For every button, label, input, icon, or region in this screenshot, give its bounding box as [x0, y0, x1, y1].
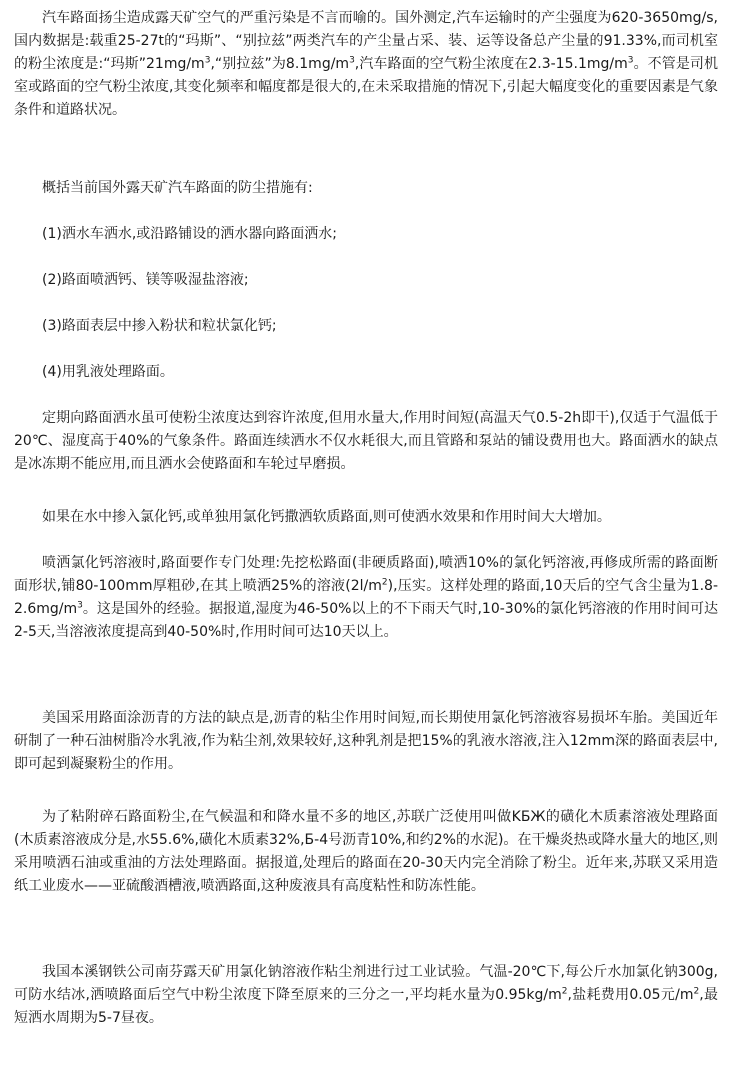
- list-item-2: (2)路面喷洒钙、镁等吸湿盐溶液;: [42, 272, 249, 288]
- paragraph-spraying-solution: [14, 552, 718, 644]
- list-item-4: (4)用乳液处理路面。: [42, 364, 174, 380]
- text-run: 汽车路面扬尘造成露天矿空气的严重污染是不言而喻的。国外测定,汽车运输时的产尘强度为620-3650mg/s,国内数据是:载重25-27t的“玛斯”、“别拉兹”两类汽车的产尘量占采、装、运等设备总产尘量的91.33%,而司机室的粉尘浓度是:“玛斯”21mg/m: [14, 10, 718, 72]
- text-run: ,汽车路面的空气粉尘浓度在2.3-15.1mg/m: [354, 56, 628, 72]
- paragraph-nanfen-trial: [14, 961, 718, 1030]
- text-run: ),压实。这样处理的路面,10天后的空气含尘量为1.8-2.6mg/m: [14, 578, 718, 617]
- text-run: ,“别拉兹”为8.1mg/m: [210, 56, 350, 72]
- paragraph-usa-asphalt: 美国采用路面涂沥青的方法的缺点是,沥青的粘尘作用时间短,而长期使用氯化钙溶液容易损坏车胎。美国近年研制了一种石油树脂冷水乳液,作为粘尘剂,效果较好,这种乳剂是把15%的乳液水溶液,注入12mm深的路面表层中,即可起到凝聚粉尘的作用。: [14, 710, 718, 772]
- paragraph-measures-intro: 概括当前国外露天矿汽车路面的防尘措施有:: [42, 180, 313, 196]
- superscript: 2: [693, 986, 700, 997]
- text-run: ,最短洒水周期为5-7昼夜。: [14, 987, 718, 1026]
- paragraph-ussr-lignin: 为了粘附碎石路面粉尘,在气候温和和降水量不多的地区,苏联广泛使用叫做KБЖ的磺化木质素溶液处理路面(木质素溶液成分是,水55.6%,磺化木质素32%,Б-4号沥青10%,和约2%的水泥)。在干燥炎热或降水量大的地区,则采用喷洒石油或重油的方法处理路面。据报道,处理后的路面在20-30天内完全消除了粉尘。近年来,苏联又采用造纸工业废水——亚硫酸酒槽液,喷洒路面,这种废液具有高度粘性和防冻性能。: [14, 809, 718, 894]
- superscript: 3: [77, 600, 83, 611]
- list-item-3: (3)路面表层中掺入粉状和粒状氯化钙;: [42, 318, 277, 334]
- text-run: 喷洒氯化钙溶液时,路面要作专门处理:先挖松路面(非硬质路面),喷洒10%的氯化钙溶液,再修成所需的路面断面形状,铺80-100mm厚粗砂,在其上喷洒25%的溶液(2l/m: [14, 555, 718, 594]
- superscript: 3: [204, 55, 211, 66]
- paragraph-calcium-chloride: 如果在水中掺入氯化钙,或单独用氯化钙撒洒软质路面,则可使洒水效果和作用时间大大增加。: [42, 509, 611, 525]
- superscript: 2: [381, 577, 388, 588]
- text-run: 。这是国外的经验。据报道,湿度为46-50%以上的不下雨天气时,10-30%的氯化钙溶液的作用时间可达2-5天,当溶液浓度提高到40-50%时,作用时间可达10天以上。: [14, 601, 718, 640]
- superscript: 3: [349, 55, 355, 66]
- list-item-1: (1)洒水车洒水,或沿路铺设的洒水器向路面洒水;: [42, 226, 337, 242]
- superscript: 2: [561, 986, 568, 997]
- paragraph-water-spraying: 定期向路面洒水虽可使粉尘浓度达到容许浓度,但用水量大,作用时间短(高温天气0.5-2h即干),仅适于气温低于20℃、湿度高于40%的气象条件。路面连续洒水不仅水耗很大,而且管路和泵站的铺设费用也大。路面洒水的缺点是冰冻期不能应用,而且洒水会使路面和车轮过早磨损。: [14, 410, 718, 472]
- text-run: 我国本溪钢铁公司南芬露天矿用氯化钠溶液作粘尘剂进行过工业试验。气温-20℃下,每公斤水加氯化钠300g,可防水结冰,洒喷路面后空气中粉尘浓度下降至原来的三分之一,平均耗水量为0.95kg/m: [14, 964, 718, 1003]
- text-run: 。不管是司机室或路面的空气粉尘浓度,其变化频率和幅度都是很大的,在未采取措施的情况下,引起大幅度变化的重要因素是气象条件和道路状况。: [14, 56, 719, 118]
- text-run: ,盐耗费用0.05元/m: [567, 987, 694, 1003]
- paragraph-dust-pollution: [14, 7, 718, 122]
- superscript: 3: [627, 55, 634, 66]
